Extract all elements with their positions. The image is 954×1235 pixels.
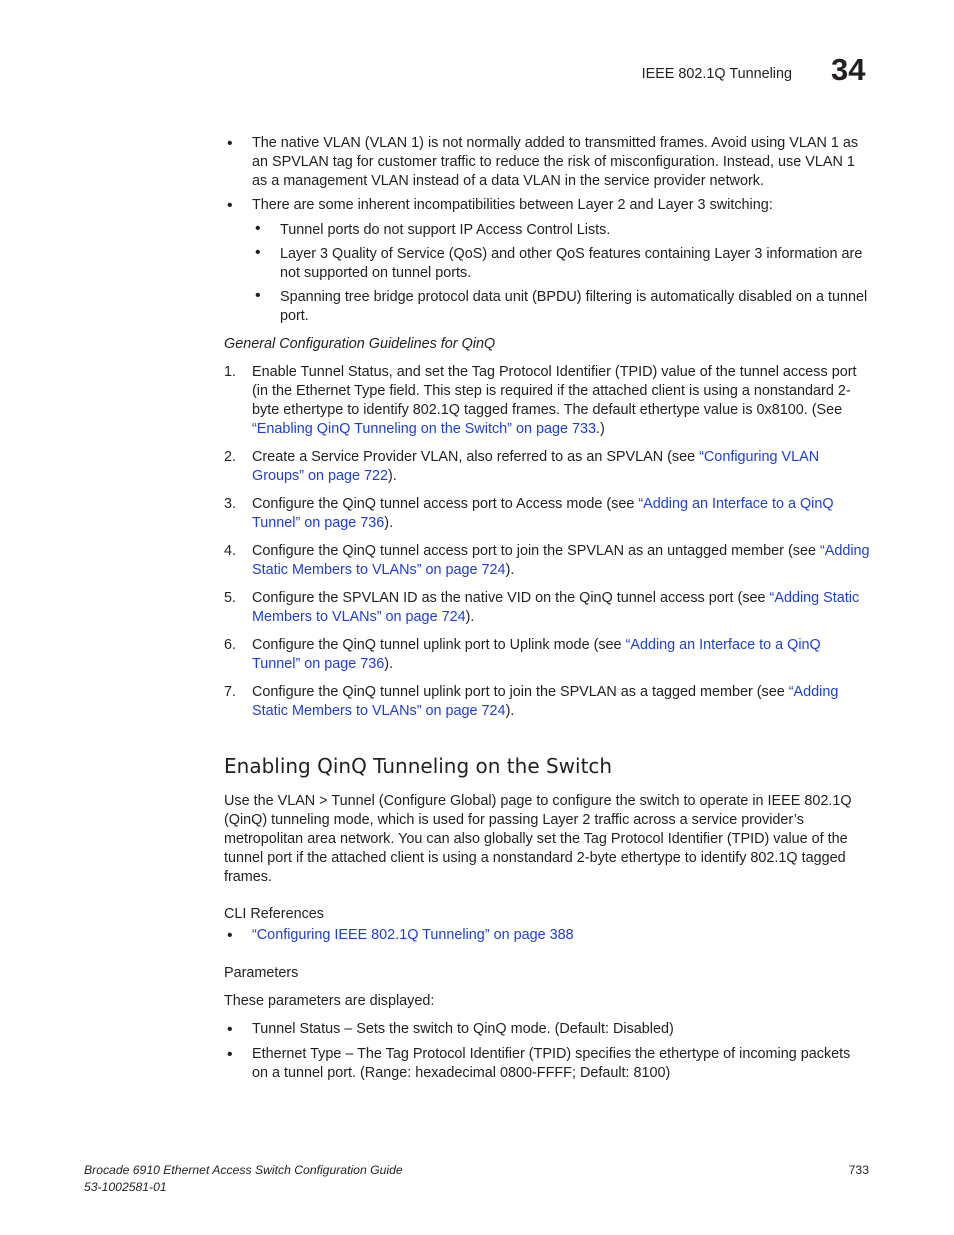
step-number: 5. — [224, 590, 237, 606]
step-text-end: ). — [505, 703, 515, 719]
parameters-intro: These parameters are displayed: — [224, 993, 435, 1009]
step-item — [224, 542, 870, 580]
parameters-label: Parameters — [224, 965, 299, 981]
step-item — [224, 495, 870, 533]
parameter-item — [224, 1020, 870, 1039]
chapter-number: 34 — [831, 52, 866, 87]
step-text-end: ). — [388, 468, 397, 484]
bullet-item — [224, 134, 870, 191]
guidelines-title: General Configuration Guidelines for QinQ — [224, 336, 496, 352]
cli-references-label: CLI References — [224, 906, 324, 922]
xref-link[interactable]: “Adding Static Members to VLANs” on page 724 — [252, 543, 870, 578]
step-number: 1. — [224, 364, 237, 380]
step-item — [224, 683, 870, 721]
step-text-end: ). — [465, 609, 475, 625]
cli-reference-item — [224, 926, 870, 945]
step-number: 6. — [224, 637, 237, 653]
parameter-item — [224, 1045, 870, 1083]
sub-bullet-text: Layer 3 Quality of Service (QoS) and other QoS features containing Layer 3 information are not supported on tunnel ports. — [280, 246, 863, 281]
step-text: Configure the QinQ tunnel uplink port to join the SPVLAN as a tagged member (see — [252, 684, 789, 700]
step-text-end: ). — [384, 656, 394, 672]
step-text: Configure the QinQ tunnel access port to join the SPVLAN as an untagged member (see — [252, 543, 820, 559]
section-intro: Use the VLAN > Tunnel (Configure Global) page to configure the switch to operate in IEEE 802.1Q (QinQ) tunneling mode, which is used for passing Layer 2 traffic across a service provider’s metropolitan area network. You can also globally set the Tag Protocol Identifier (TPID) value of the tunnel port if the attached client is using a nonstandard 2-byte ethertype to identify 802.1Q tagged frames. — [224, 793, 852, 885]
xref-link[interactable]: “Enabling QinQ Tunneling on the Switch” on page 733 — [252, 421, 597, 437]
cli-reference-link[interactable]: “Configuring IEEE 802.1Q Tunneling” on page 388 — [252, 927, 574, 943]
parameter-name: Tunnel Status — [252, 1021, 341, 1037]
step-text: Enable Tunnel Status, and set the Tag Protocol Identifier (TPID) value of the tunnel access port (in the Ethernet Type field. This step is required if the attached client is using a nonstandard 2-byte ethertype to identify 802.1Q tagged frames. The default ethertype value is 0x8100. (See — [252, 364, 857, 418]
page-content — [224, 134, 870, 1083]
step-item — [224, 448, 870, 486]
xref-link[interactable]: “Adding Static Members to VLANs” on page 724 — [252, 684, 839, 719]
step-number: 3. — [224, 496, 237, 512]
footer-doc-number: 53-1002581-01 — [84, 1180, 167, 1194]
parameter-desc: – The Tag Protocol Identifier (TPID) specifies the ethertype of incoming packets on a tunnel port. (Range: hexadecimal 0800-FFFF; Default: 8100) — [252, 1046, 851, 1081]
section-heading: Enabling QinQ Tunneling on the Switch — [224, 754, 613, 778]
xref-link[interactable]: “Adding an Interface to a QinQ Tunnel” on page 736 — [252, 637, 821, 672]
step-number: 2. — [224, 449, 237, 465]
sub-bullet-text: Tunnel ports do not support IP Access Control Lists. — [280, 222, 611, 238]
step-item — [224, 589, 870, 627]
parameter-desc: – Sets the switch to QinQ mode. (Default: Disabled) — [340, 1021, 674, 1037]
parameter-name: Ethernet Type — [252, 1046, 342, 1062]
step-number: 4. — [224, 543, 237, 559]
step-text: Configure the SPVLAN ID as the native VID on the QinQ tunnel access port (see — [252, 590, 770, 606]
step-text-end: ). — [384, 515, 394, 531]
sub-bullet-item — [224, 221, 870, 240]
step-number: 7. — [224, 684, 237, 700]
sub-bullet-item — [224, 288, 870, 326]
step-text: Configure the QinQ tunnel access port to Access mode (see — [252, 496, 639, 512]
sub-bullet-item — [224, 245, 870, 283]
bullet-text: There are some inherent incompatibilities between Layer 2 and Layer 3 switching: — [252, 197, 773, 213]
step-item — [224, 636, 870, 674]
footer-page-number: 733 — [848, 1163, 869, 1177]
xref-link[interactable]: “Configuring VLAN Groups” on page 722 — [252, 449, 820, 484]
step-text-end: .) — [596, 421, 605, 437]
step-text: Create a Service Provider VLAN, also referred to as an SPVLAN (see — [252, 449, 700, 465]
footer-doc-title: Brocade 6910 Ethernet Access Switch Configuration Guide — [84, 1163, 403, 1177]
xref-link[interactable]: “Adding an Interface to a QinQ Tunnel” on page 736 — [252, 496, 834, 531]
footer-left — [84, 1162, 403, 1196]
step-text: Configure the QinQ tunnel uplink port to Uplink mode (see — [252, 637, 626, 653]
bullet-item — [224, 196, 870, 215]
xref-link[interactable]: “Adding Static Members to VLANs” on page 724 — [252, 590, 860, 625]
step-text-end: ). — [505, 562, 515, 578]
step-item — [224, 363, 870, 439]
bullet-text: The native VLAN (VLAN 1) is not normally added to transmitted frames. Avoid using VLAN 1 as an SPVLAN tag for customer traffic to reduce the risk of misconfiguration. Instead, use VLAN 1 as a management VLAN instead of a data VLAN in the service provider network. — [252, 135, 859, 189]
sub-bullet-text: Spanning tree bridge protocol data unit (BPDU) filtering is automatically disabled on a tunnel port. — [280, 289, 868, 324]
running-header-title: IEEE 802.1Q Tunneling — [641, 66, 792, 82]
